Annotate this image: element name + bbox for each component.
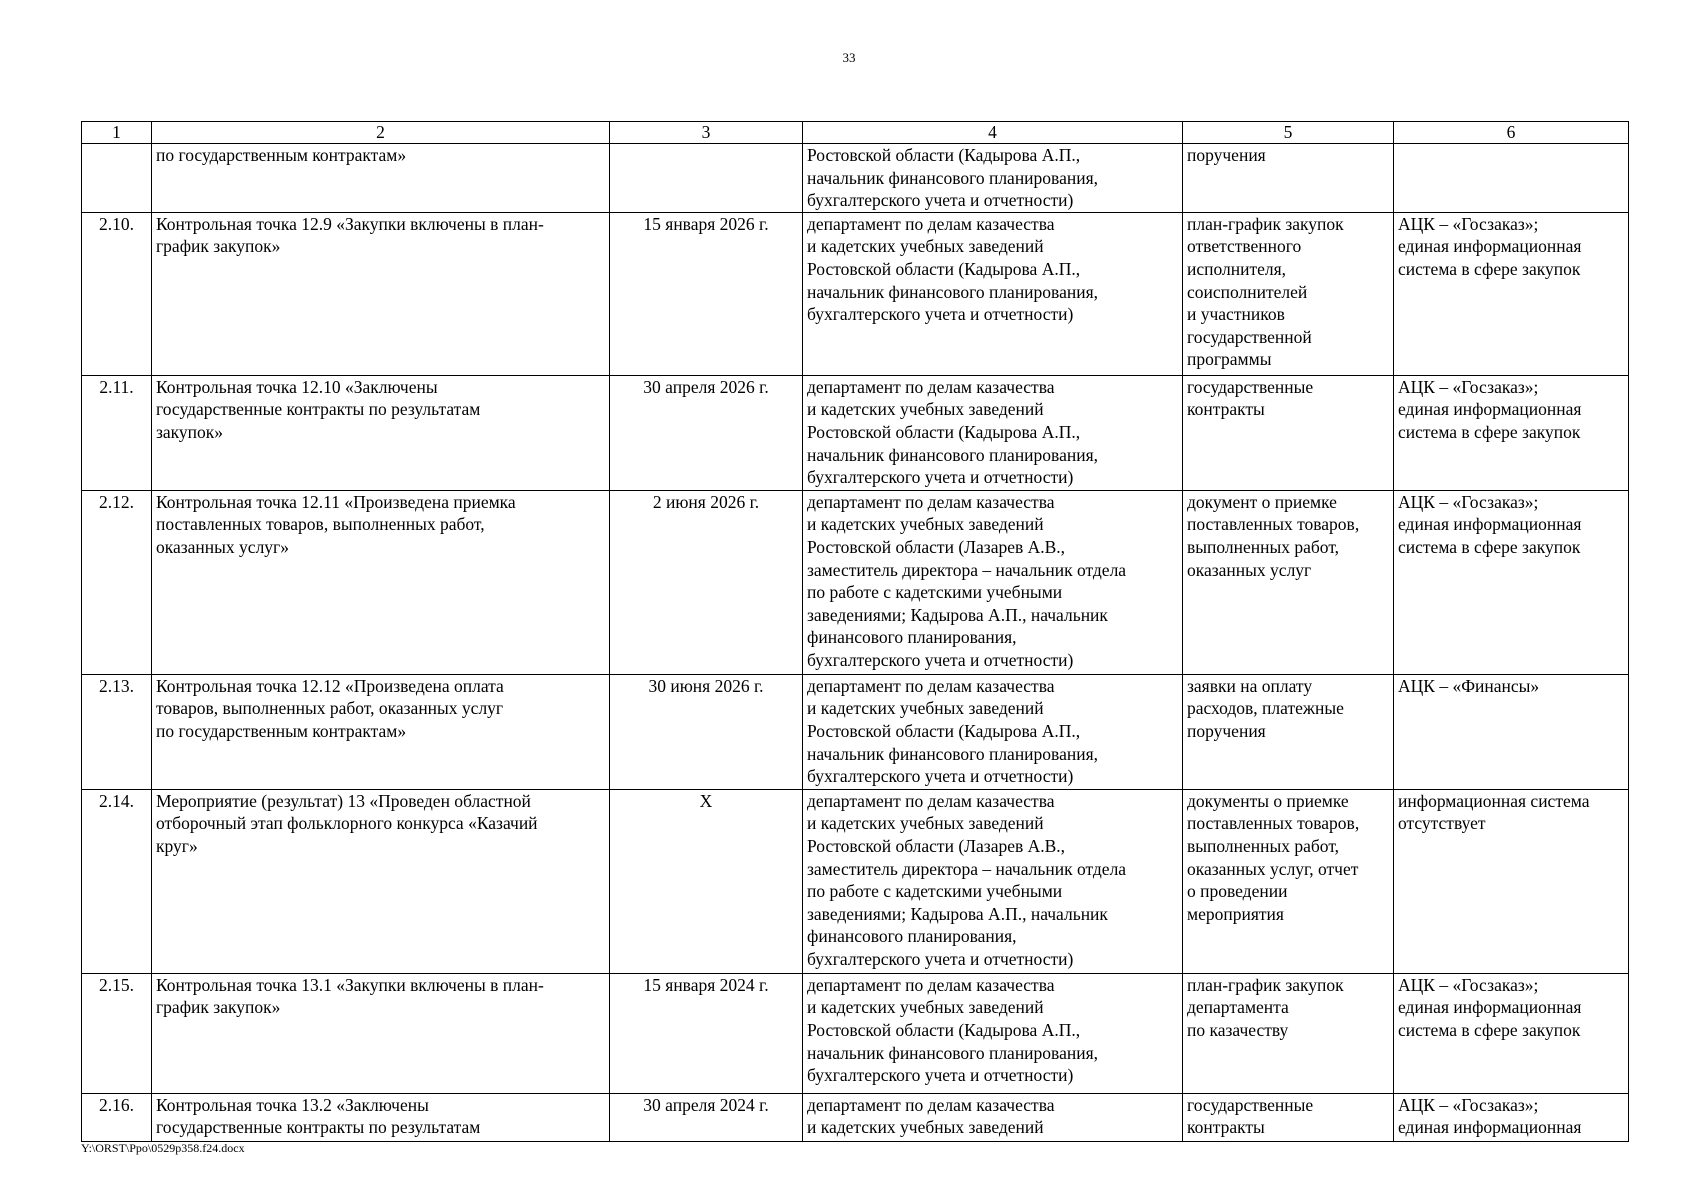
row-name: Контрольная точка 12.11 «Произведена приемка поставленных товаров, выполненных работ, оказанных услуг» (152, 490, 610, 674)
row-system: АЦК – «Госзаказ»; единая информационная система в сфере закупок (1394, 490, 1629, 674)
row-number: 2.11. (82, 375, 152, 490)
row-responsible: департамент по делам казачества и кадетских учебных заведений Ростовской области (Кадырова А.П., начальник финансового планирования, бухгалтерского учета и отчетности) (803, 212, 1183, 375)
row-date: X (610, 789, 803, 973)
table-row (82, 490, 1629, 674)
header-col-4: 4 (803, 122, 1183, 144)
row-system: АЦК – «Госзаказ»; единая информационная система в сфере закупок (1394, 973, 1629, 1093)
row-name: Контрольная точка 13.1 «Закупки включены в план- график закупок» (152, 973, 610, 1093)
table-row (82, 1093, 1629, 1141)
header-col-5: 5 (1183, 122, 1394, 144)
row-number: 2.12. (82, 490, 152, 674)
plan-table (81, 121, 1629, 1142)
row-document: документы о приемке поставленных товаров, выполненных работ, оказанных услуг, отчет о проведении мероприятия (1183, 789, 1394, 973)
row-date (610, 144, 803, 213)
header-col-3: 3 (610, 122, 803, 144)
row-number: 2.14. (82, 789, 152, 973)
row-document: государственные контракты (1183, 1093, 1394, 1141)
row-responsible: департамент по делам казачества и кадетских учебных заведений Ростовской области (Лазарев А.В., заместитель директора – начальник отдела по работе с кадетскими учебными заведениями; Кадырова А.П., начальник финансового планирования, бухгалтерского учета и отчетности) (803, 490, 1183, 674)
row-document: план-график закупок ответственного исполнителя, соисполнителей и участников государственной программы (1183, 212, 1394, 375)
row-name: Контрольная точка 12.9 «Закупки включены в план- график закупок» (152, 212, 610, 375)
row-system (1394, 144, 1629, 213)
row-responsible: департамент по делам казачества и кадетских учебных заведений Ростовской области (Кадырова А.П., начальник финансового планирования, бухгалтерского учета и отчетности) (803, 375, 1183, 490)
row-number (82, 144, 152, 213)
row-responsible: департамент по делам казачества и кадетских учебных заведений Ростовской области (Кадырова А.П., начальник финансового планирования, бухгалтерского учета и отчетности) (803, 674, 1183, 789)
header-row (82, 122, 1629, 144)
row-document: поручения (1183, 144, 1394, 213)
row-document: план-график закупок департамента по казачеству (1183, 973, 1394, 1093)
row-system: информационная система отсутствует (1394, 789, 1629, 973)
row-name: Мероприятие (результат) 13 «Проведен областной отборочный этап фольклорного конкурса «Казачий круг» (152, 789, 610, 973)
row-number: 2.10. (82, 212, 152, 375)
row-number: 2.13. (82, 674, 152, 789)
row-date: 15 января 2026 г. (610, 212, 803, 375)
page-number: 33 (842, 50, 856, 65)
table-row (82, 789, 1629, 973)
row-name: Контрольная точка 12.12 «Произведена оплата товаров, выполненных работ, оказанных услуг по государственным контрактам» (152, 674, 610, 789)
footer-file-path: Y:\ORST\Ppo\0529p358.f24.docx (81, 1141, 245, 1155)
row-number: 2.15. (82, 973, 152, 1093)
row-responsible: департамент по делам казачества и кадетских учебных заведений Ростовской области (Лазарев А.В., заместитель директора – начальник отдела по работе с кадетскими учебными заведениями; Кадырова А.П., начальник финансового планирования, бухгалтерского учета и отчетности) (803, 789, 1183, 973)
row-name: Контрольная точка 13.2 «Заключены государственные контракты по результатам (152, 1093, 610, 1141)
row-date: 15 января 2024 г. (610, 973, 803, 1093)
row-system: АЦК – «Госзаказ»; единая информационная (1394, 1093, 1629, 1141)
table-row (82, 144, 1629, 213)
row-responsible: Ростовской области (Кадырова А.П., начальник финансового планирования, бухгалтерского учета и отчетности) (803, 144, 1183, 213)
row-system: АЦК – «Финансы» (1394, 674, 1629, 789)
row-date: 30 апреля 2024 г. (610, 1093, 803, 1141)
table-row (82, 212, 1629, 375)
header-col-1: 1 (82, 122, 152, 144)
row-system: АЦК – «Госзаказ»; единая информационная система в сфере закупок (1394, 212, 1629, 375)
table-row (82, 674, 1629, 789)
row-name: Контрольная точка 12.10 «Заключены государственные контракты по результатам закупок» (152, 375, 610, 490)
row-date: 2 июня 2026 г. (610, 490, 803, 674)
row-responsible: департамент по делам казачества и кадетских учебных заведений Ростовской области (Кадырова А.П., начальник финансового планирования, бухгалтерского учета и отчетности) (803, 973, 1183, 1093)
header-col-6: 6 (1394, 122, 1629, 144)
row-date: 30 апреля 2026 г. (610, 375, 803, 490)
table-row (82, 973, 1629, 1093)
row-document: заявки на оплату расходов, платежные поручения (1183, 674, 1394, 789)
row-document: документ о приемке поставленных товаров, выполненных работ, оказанных услуг (1183, 490, 1394, 674)
row-date: 30 июня 2026 г. (610, 674, 803, 789)
row-name: по государственным контрактам» (152, 144, 610, 213)
row-document: государственные контракты (1183, 375, 1394, 490)
row-number: 2.16. (82, 1093, 152, 1141)
header-col-2: 2 (152, 122, 610, 144)
table-row (82, 375, 1629, 490)
row-system: АЦК – «Госзаказ»; единая информационная система в сфере закупок (1394, 375, 1629, 490)
row-responsible: департамент по делам казачества и кадетских учебных заведений (803, 1093, 1183, 1141)
